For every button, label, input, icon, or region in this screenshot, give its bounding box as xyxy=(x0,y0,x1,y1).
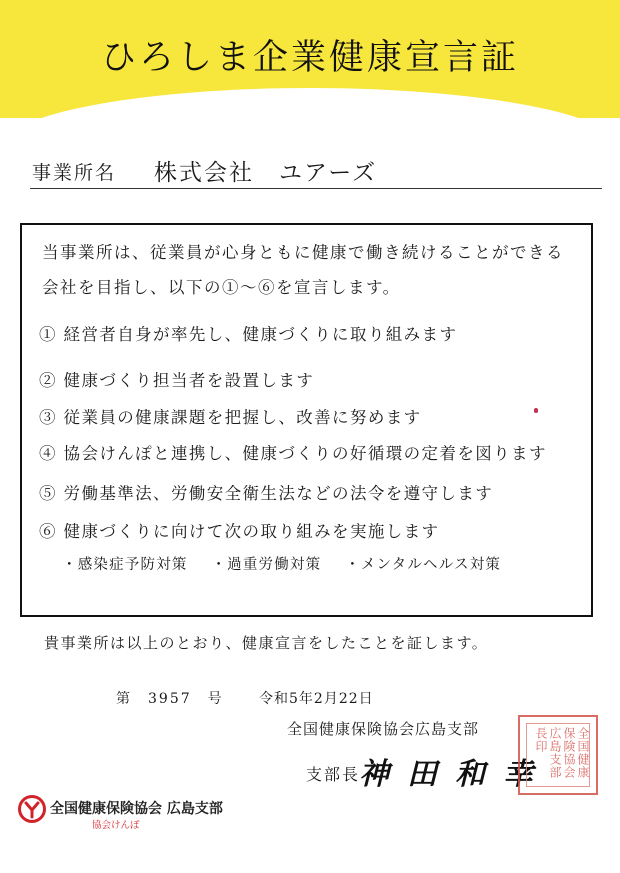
issue-date: 令和5年2月22日 xyxy=(259,691,374,707)
official-seal-stamp xyxy=(518,715,598,795)
declaration-item-5: ⑤ 労働基準法、労働安全衛生法などの法令を遵守します xyxy=(39,484,494,503)
subitem-overwork: ・過重労働対策 xyxy=(211,557,322,573)
declaration-intro: 当事業所は、従業員が心身ともに健康で働き続けることができる会社を目指し、以下の①～⑥を宣言します。 xyxy=(42,243,564,297)
company-name: 株式会社 ユアーズ xyxy=(154,160,378,186)
ink-speck xyxy=(534,408,538,413)
certificate-number: 第 3957 号 xyxy=(116,691,224,707)
declaration-item-6: ⑥ 健康づくりに向けて次の取り組みを実施します xyxy=(39,522,440,541)
declaration-item-1: ① 経営者自身が率先し、健康づくりに取り組みます xyxy=(39,325,458,344)
subitem-mental-health: ・メンタルヘルス対策 xyxy=(345,557,502,573)
certificate-title: ひろしま企業健康宣言証 xyxy=(100,38,519,78)
handwritten-signature: 神田和幸 xyxy=(359,757,551,792)
issuing-organization: 全国健康保険協会広島支部 xyxy=(287,720,480,738)
company-label: 事業所名 xyxy=(32,162,117,184)
logo-organization-name: 全国健康保険協会 広島支部 xyxy=(50,801,223,817)
subitem-infection: ・感染症予防対策 xyxy=(62,557,188,573)
logo-subtitle: 協会けんぽ xyxy=(92,820,140,831)
declaration-item-3: ③ 従業員の健康課題を把握し、改善に努めます xyxy=(39,408,422,427)
certification-statement: 貴事業所は以上のとおり、健康宣言をしたことを証します。 xyxy=(44,634,489,652)
declaration-item-2: ② 健康づくり担当者を設置します xyxy=(39,371,315,390)
declaration-item-4: ④ 協会けんぽと連携し、健康づくりの好循環の定着を図ります xyxy=(39,444,547,463)
seal-text: 全国健康保険協会広島支部長印 xyxy=(534,727,590,779)
kyokai-kenpo-logo-icon xyxy=(18,795,46,823)
footer-logo xyxy=(18,795,228,835)
company-row xyxy=(30,150,602,189)
subitem-list xyxy=(62,553,519,574)
signer-title: 支部長 xyxy=(306,765,361,784)
declaration-box xyxy=(20,223,593,617)
